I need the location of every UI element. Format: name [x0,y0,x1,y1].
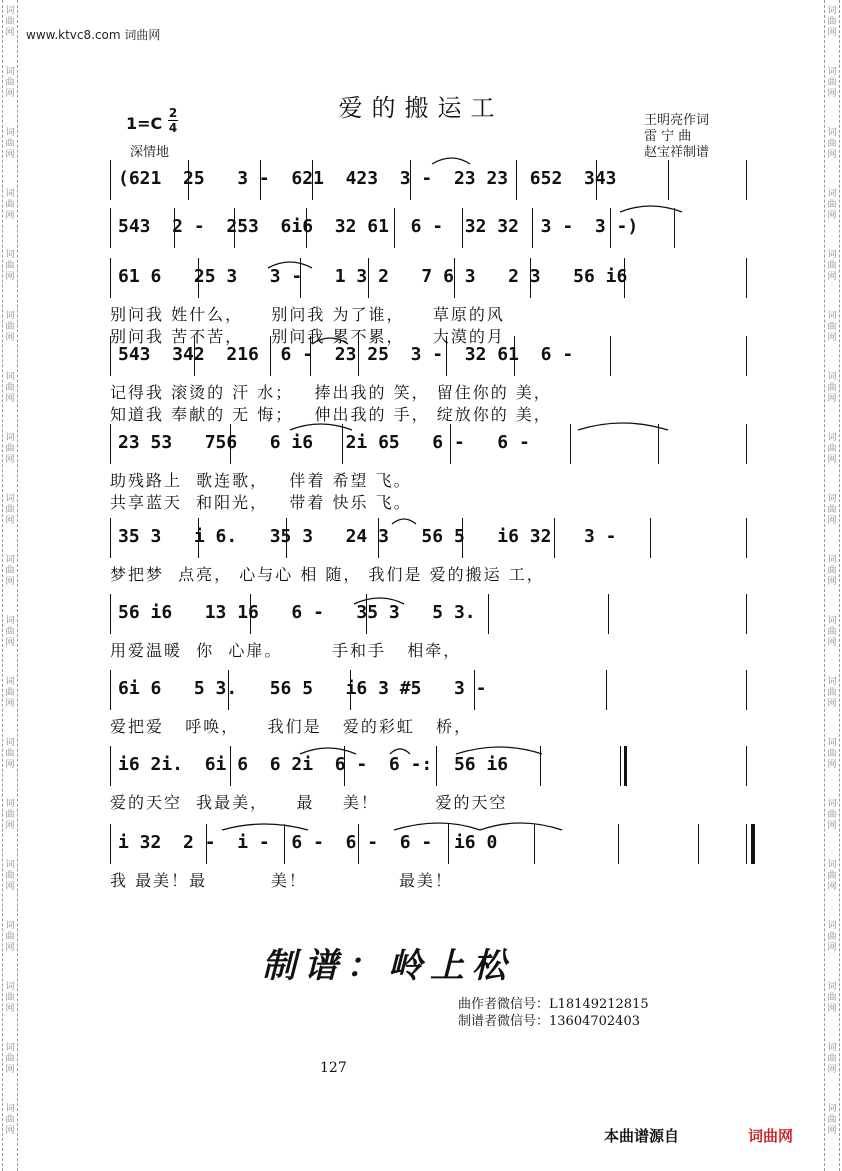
slur [268,262,312,268]
side-watermark: 词 曲 网 [5,1104,15,1136]
side-watermark: 词 曲 网 [827,372,837,404]
note-line: i6 2i. 6i 6 6 2i 6 - 6 -: 56 i6 [118,754,509,775]
side-watermark: 词 曲 网 [5,372,15,404]
lyric-line: 别问我 姓什么， 别问我 为了谁， 草原的风 [110,305,505,324]
transcriber-wechat: 制谱者微信号：13604702403 [458,1014,640,1029]
slur [456,747,542,754]
lyric-line: 爱把爱 呼唤， 我们是 爱的彩虹 桥， [110,717,473,736]
side-watermark: 词 曲 网 [827,555,837,587]
meter-bottom: 4 [168,121,178,135]
lyric-line: 爱的天空 我最美， 最 美！ 爱的天空 [110,793,508,812]
side-watermark: 词 曲 网 [5,921,15,953]
side-watermark: 词 曲 网 [827,1043,837,1075]
side-watermark: 词 曲 网 [5,982,15,1014]
side-watermark: 词 曲 网 [5,128,15,160]
side-watermark: 词 曲 网 [827,494,837,526]
side-watermark: 词 曲 网 [827,677,837,709]
side-watermark: 词 曲 网 [5,433,15,465]
side-watermark: 词 曲 网 [5,67,15,99]
lyric-line: 知道我 奉献的 无 悔； 伸出我的 手， 绽放你的 美， [110,405,552,424]
side-watermark: 词 曲 网 [5,311,15,343]
side-watermark: 词 曲 网 [5,6,15,38]
side-watermark: 词 曲 网 [827,921,837,953]
side-watermark: 词 曲 网 [827,738,837,770]
tempo-marking: 深情地 [130,145,170,160]
key-signature: 1=C [126,114,163,133]
source-label: 本曲谱源自 [604,1127,680,1145]
note-line: 543 342 216 6 - 23 25 3 - 32 61 6 - [118,344,574,365]
note-line: 56 i6 13 16 6 - 35 3 5 3. [118,602,476,623]
transcriber-signature: 制谱：岭上松 [262,946,514,986]
side-watermark: 词 曲 网 [827,311,837,343]
lyric-line: 共享蓝天 和阳光， 带着 快乐 飞。 [110,493,412,512]
transcriber: 赵宝祥制谱 [644,145,710,160]
side-watermark: 词 曲 网 [5,677,15,709]
note-line: 23 53 756 6 i6 2i 65 6 - 6 - [118,432,530,453]
note-line: 6i 6 5 3. 56 5 i6 3 #5 3 - [118,678,487,699]
source-site-link[interactable]: 词曲网 [748,1127,794,1145]
side-watermark: 词 曲 网 [827,433,837,465]
slur [300,748,356,754]
side-watermark: 词 曲 网 [827,616,837,648]
lyric-line: 助残路上 歌连歌， 伴着 希望 飞。 [110,471,412,490]
side-watermark: 词 曲 网 [827,128,837,160]
side-watermark: 词 曲 网 [5,555,15,587]
side-watermark: 词 曲 网 [5,738,15,770]
side-watermark: 词 曲 网 [5,616,15,648]
note-line: 543 2 - 253 6i6 32 61 6 - 32 32 3 - 3 -) [118,216,639,237]
slur [432,158,470,164]
lyric-line: 梦把梦 点亮， 心与心 相 随， 我们是 爱的搬运 工， [110,565,545,584]
site-url[interactable]: www.ktvc8.com 词曲网 [26,28,161,42]
composer-wechat: 曲作者微信号：L18149212815 [458,997,649,1012]
slur [578,423,668,430]
slur [394,823,480,830]
side-watermark: 词 曲 网 [827,250,837,282]
meter-top: 2 [168,106,178,120]
side-watermark: 词 曲 网 [827,1104,837,1136]
lyricist: 王明亮作词 [644,113,710,128]
slur [620,206,682,212]
note-line: i 32 2 - i - 6 - 6 - 6 - i6 0 [118,832,498,853]
side-watermark: 词 曲 网 [827,799,837,831]
slur [222,824,308,830]
slur [392,519,416,524]
side-watermark: 词 曲 网 [827,6,837,38]
lyric-line: 我 最美！最 美！ 最美！ [110,871,453,890]
side-watermark: 词 曲 网 [827,189,837,221]
slur [354,598,404,604]
side-watermark: 词 曲 网 [5,494,15,526]
song-title: 爱的搬运工 [338,94,504,122]
slur [480,823,562,830]
side-watermark: 词 曲 网 [5,189,15,221]
side-watermark: 词 曲 网 [5,860,15,892]
slur [312,338,348,344]
lyric-line: 用爱温暖 你 心扉。 手和手 相牵， [110,641,462,660]
slur [290,424,352,430]
lyric-line: 记得我 滚烫的 汗 水； 捧出我的 笑， 留住你的 美， [110,383,552,402]
side-watermark: 词 曲 网 [5,1043,15,1075]
side-watermark: 词 曲 网 [5,799,15,831]
page-number: 127 [320,1060,347,1076]
side-watermark: 词 曲 网 [5,250,15,282]
side-watermark: 词 曲 网 [827,982,837,1014]
note-line: 35 3 i 6. 35 3 24 3 56 5 i6 32 3 - [118,526,617,547]
wechat-info [458,996,649,1030]
side-watermark: 词 曲 网 [827,860,837,892]
composer: 雷 宁 曲 [644,129,692,144]
side-watermark: 词 曲 网 [827,67,837,99]
slur [390,749,410,754]
note-line: 61 6 25 3 3 - 1 3 2 7 6 3 2 3 56 i6 [118,266,628,287]
note-line: (621 25 3 - 621 423 3 - 23 23 652 343 [118,168,617,189]
lyric-line: 别问我 苦不苦， 别问我 累不累， 大漠的月 [110,327,505,346]
